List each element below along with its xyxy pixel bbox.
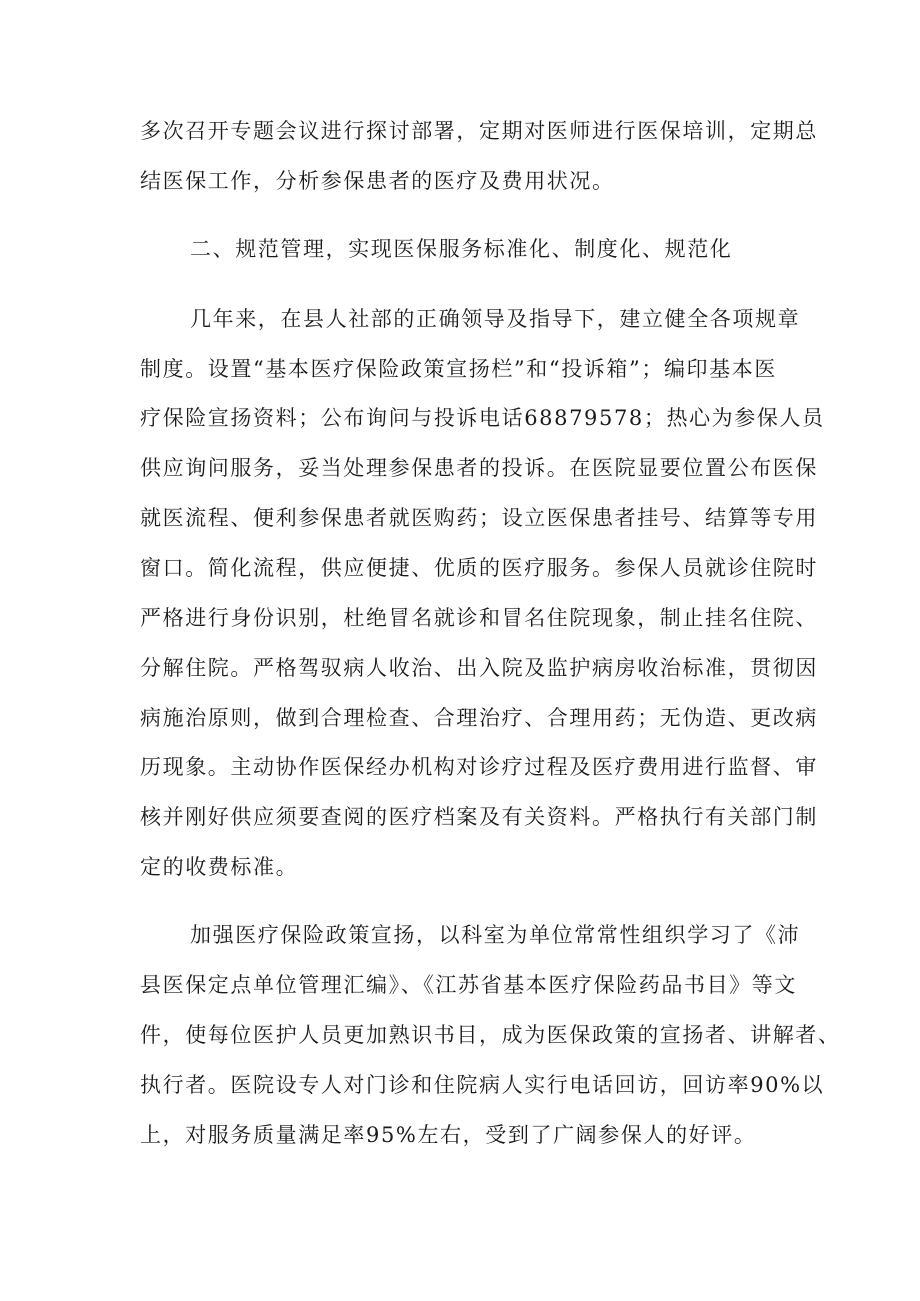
paragraph-3-line-3: 件，使每位医护人员更加熟识书目，成为医保政策的宣扬者、讲解者、 — [140, 1023, 841, 1047]
paragraph-2-line-8: 分解住院。严格驾驭病人收治、出入院及监护病房收治标准，贯彻因 — [140, 656, 818, 680]
paragraph-2-line-10: 历现象。主动协作医保经办机构对诊疗过程及医疗费用进行监督、审 — [140, 755, 818, 779]
paragraph-2-line-12: 定的收费标准。 — [140, 855, 299, 879]
paragraph-3-line-1: 加强医疗保险政策宣扬，以科室为单位常常性组织学习了《沛 — [190, 923, 801, 947]
paragraph-2-line-11: 核并刚好供应须要查阅的医疗档案及有关资料。严格执行有关部门制 — [140, 805, 818, 829]
paragraph-2-line-1: 几年来，在县人社部的正确领导及指导下，建立健全各项规章 — [190, 307, 801, 331]
paragraph-2-line-5: 就医流程、便利参保患者就医购药；设立医保患者挂号、结算等专用 — [140, 506, 818, 530]
paragraph-2-line-9: 病施治原则，做到合理检查、合理治疗、合理用药；无伪造、更改病 — [140, 706, 818, 730]
paragraph-2-line-2: 制度。设置“基本医疗保险政策宣扬栏”和“投诉箱”；编印基本医 — [140, 357, 777, 381]
paragraph-1-line-1: 多次召开专题会议进行探讨部署，定期对医师进行医保培训，定期总 — [140, 119, 818, 143]
paragraph-3-line-4: 执行者。医院设专人对门诊和住院病人实行电话回访，回访率90%以 — [140, 1073, 825, 1097]
section-heading: 二、规范管理，实现医保服务标准化、制度化、规范化 — [190, 237, 733, 261]
paragraph-2-line-3: 疗保险宣扬资料；公布询问与投诉电话68879578；热心为参保人员 — [140, 406, 825, 430]
paragraph-3-line-2: 县医保定点单位管理汇编》、《江苏省基本医疗保险药品书目》等文 — [140, 973, 797, 997]
paragraph-2-line-7: 严格进行身份识别，杜绝冒名就诊和冒名住院现象，制止挂名住院、 — [140, 606, 818, 630]
paragraph-3-line-5: 上，对服务质量满足率95%左右，受到了广阔参保人的好评。 — [140, 1123, 757, 1147]
paragraph-1-line-2: 结医保工作，分析参保患者的医疗及费用状况。 — [140, 169, 615, 193]
paragraph-2-line-4: 供应询问服务，妥当处理参保患者的投诉。在医院显要位置公布医保 — [140, 456, 818, 480]
paragraph-2-line-6: 窗口。简化流程，供应便捷、优质的医疗服务。参保人员就诊住院时 — [140, 556, 818, 580]
